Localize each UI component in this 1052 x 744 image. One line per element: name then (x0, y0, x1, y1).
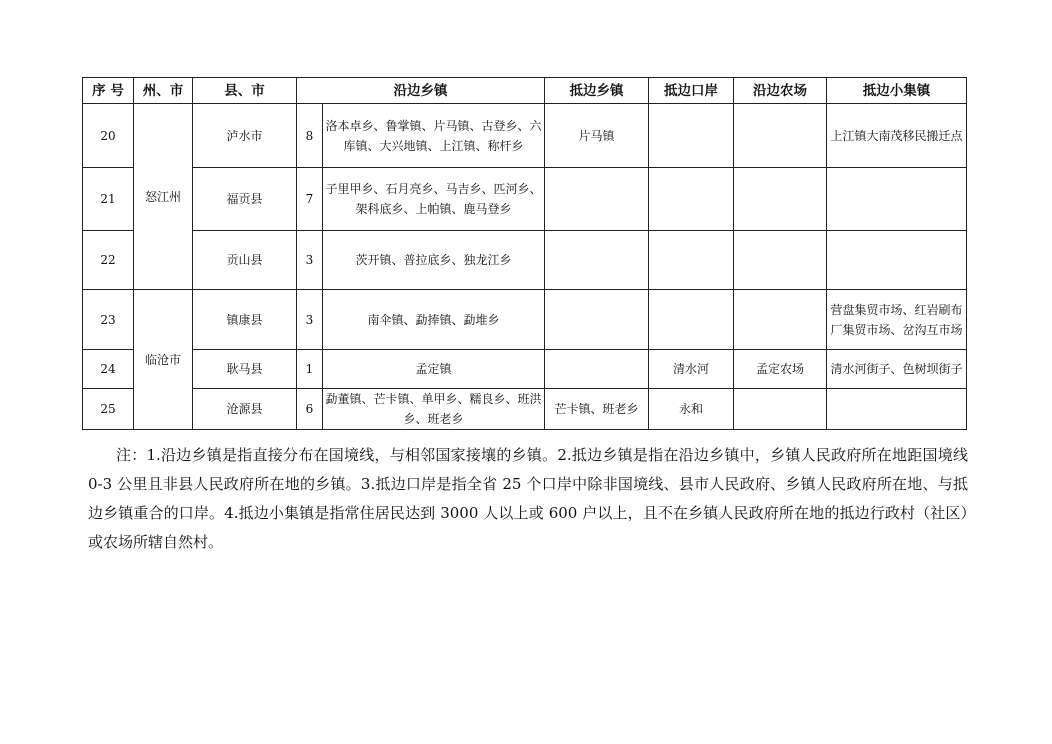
farm-cell (734, 389, 827, 430)
towns-cell: 茨开镇、普拉底乡、独龙江乡 (323, 231, 545, 290)
county-cell: 泸水市 (193, 104, 297, 168)
table-row (83, 389, 967, 430)
adjacent-cell: 芒卡镇、班老乡 (545, 389, 649, 430)
table-row (83, 168, 967, 231)
port-cell (649, 168, 734, 231)
adjacent-cell: 片马镇 (545, 104, 649, 168)
farm-cell (734, 104, 827, 168)
table-row (83, 350, 967, 389)
county-cell: 贡山县 (193, 231, 297, 290)
header-seq: 序 号 (83, 78, 134, 104)
small-town-cell (827, 389, 967, 430)
header-border-towns: 沿边乡镇 (297, 78, 545, 104)
footnote: 注：1.沿边乡镇是指直接分布在国境线，与相邻国家接壤的乡镇。2.抵边乡镇是指在沿边乡镇中，乡镇人民政府所在地距国境线 0-3 公里且非县人民政府所在地的乡镇。3.抵边口岸是指全省 25 个口岸中除非国境线、县市人民政府、乡镇人民政府所在地、与抵边乡镇重合的口岸。4.抵边小集镇是指常住居民达到 3000 人以上或 600 户以上，且不在乡镇人民政府所在地的抵边行政村（社区）或农场所辖自然村。 (88, 446, 968, 551)
farm-cell (734, 168, 827, 231)
port-cell: 清水河 (649, 350, 734, 389)
seq-cell: 25 (83, 389, 134, 430)
header-farms: 沿边农场 (734, 78, 827, 104)
county-cell: 耿马县 (193, 350, 297, 389)
adjacent-cell (545, 290, 649, 350)
count-cell: 1 (297, 350, 323, 389)
towns-cell: 南伞镇、勐捧镇、勐堆乡 (323, 290, 545, 350)
seq-cell: 24 (83, 350, 134, 389)
seq-cell: 23 (83, 290, 134, 350)
county-cell: 福贡县 (193, 168, 297, 231)
table-row (83, 231, 967, 290)
small-town-cell: 营盘集贸市场、红岩刷布厂集贸市场、岔沟互市场 (827, 290, 967, 350)
adjacent-cell (545, 350, 649, 389)
header-ports: 抵边口岸 (649, 78, 734, 104)
count-cell: 6 (297, 389, 323, 430)
towns-cell: 洛本卓乡、鲁掌镇、片马镇、古登乡、六库镇、大兴地镇、上江镇、称杆乡 (323, 104, 545, 168)
seq-cell: 20 (83, 104, 134, 168)
farm-cell (734, 290, 827, 350)
port-cell: 永和 (649, 389, 734, 430)
header-small-towns: 抵边小集镇 (827, 78, 967, 104)
small-town-cell: 上江镇大南茂移民搬迁点 (827, 104, 967, 168)
county-cell: 沧源县 (193, 389, 297, 430)
prefecture-cell: 怒江州 (134, 104, 193, 290)
port-cell (649, 104, 734, 168)
farm-cell: 孟定农场 (734, 350, 827, 389)
seq-cell: 22 (83, 231, 134, 290)
header-county: 县、市 (193, 78, 297, 104)
prefecture-cell: 临沧市 (134, 290, 193, 430)
towns-cell: 勐董镇、芒卡镇、单甲乡、糯良乡、班洪乡、班老乡 (323, 389, 545, 430)
port-cell (649, 231, 734, 290)
count-cell: 3 (297, 231, 323, 290)
small-town-cell (827, 168, 967, 231)
count-cell: 7 (297, 168, 323, 231)
county-cell: 镇康县 (193, 290, 297, 350)
header-prefecture: 州、市 (134, 78, 193, 104)
count-cell: 8 (297, 104, 323, 168)
towns-cell: 孟定镇 (323, 350, 545, 389)
seq-cell: 21 (83, 168, 134, 231)
border-towns-table (82, 77, 967, 430)
table-row (83, 104, 967, 168)
adjacent-cell (545, 168, 649, 231)
count-cell: 3 (297, 290, 323, 350)
farm-cell (734, 231, 827, 290)
table-header-row (83, 78, 967, 104)
port-cell (649, 290, 734, 350)
header-adjacent-towns: 抵边乡镇 (545, 78, 649, 104)
adjacent-cell (545, 231, 649, 290)
small-town-cell: 清水河街子、色树坝街子 (827, 350, 967, 389)
towns-cell: 子里甲乡、石月亮乡、马吉乡、匹河乡、架科底乡、上帕镇、鹿马登乡 (323, 168, 545, 231)
table-row (83, 290, 967, 350)
small-town-cell (827, 231, 967, 290)
